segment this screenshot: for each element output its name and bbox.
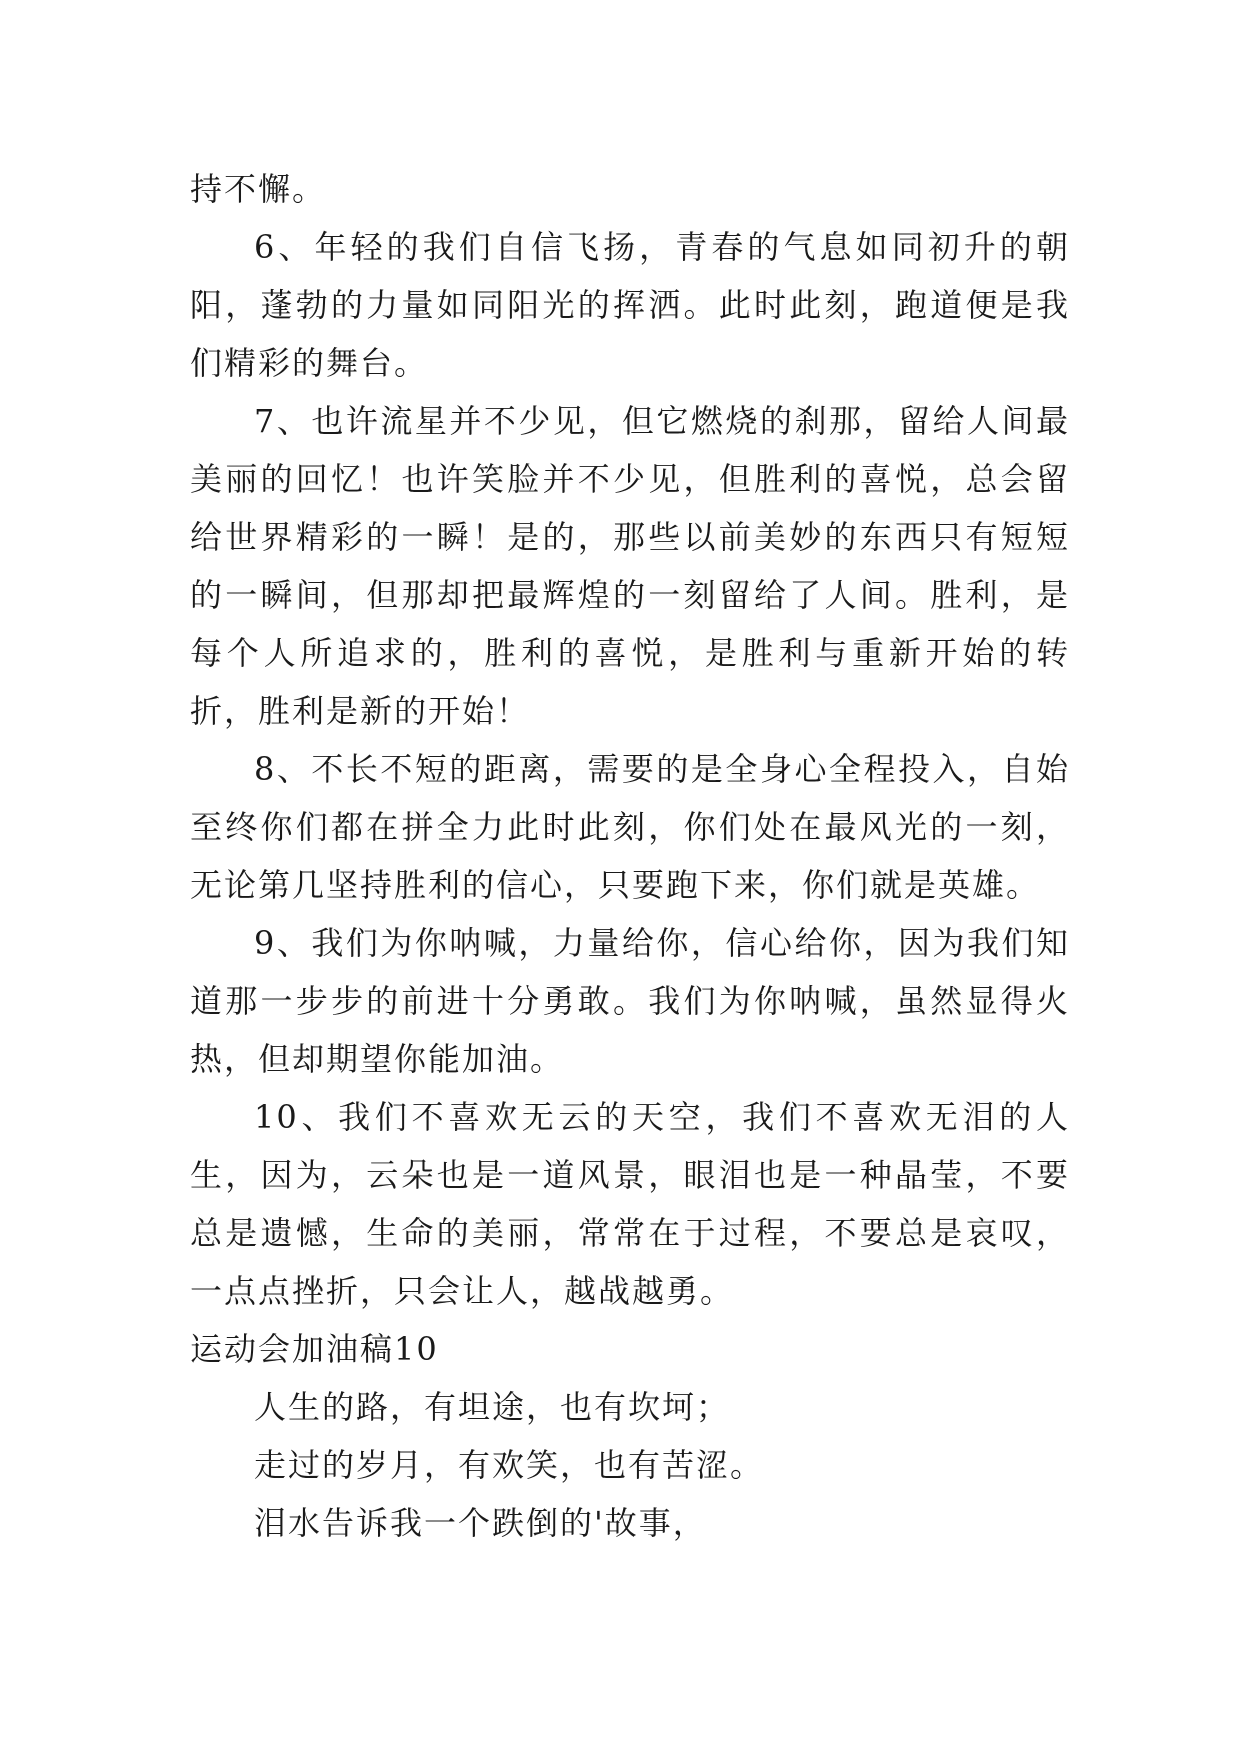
paragraph-item-7: 7、也许流星并不少见，但它燃烧的刹那，留给人间最美丽的回忆！也许笑脸并不少见，但胜利的喜悦，总会留给世界精彩的一瞬！是的，那些以前美妙的东西只有短短的一瞬间，但那却把最辉煌的一刻留给了人间。胜利，是每个人所追求的，胜利的喜悦，是胜利与重新开始的转折，胜利是新的开始！ <box>190 402 1070 730</box>
verse-line-1: 人生的路，有坦途，也有坎坷； <box>254 1388 731 1426</box>
paragraph-item-9: 9、我们为你呐喊，力量给你，信心给你，因为我们知道那一步步的前进十分勇敢。我们为你呐喊，虽然显得火热，但却期望你能加油。 <box>190 924 1070 1078</box>
paragraph-item-8: 8、不长不短的距离，需要的是全身心全程投入，自始至终你们都在拼全力此时此刻，你们处在最风光的一刻，无论第几坚持胜利的信心，只要跑下来，你们就是英雄。 <box>190 750 1070 904</box>
section-heading: 运动会加油稿10 <box>190 1330 439 1368</box>
verse-line-3: 泪水告诉我一个跌倒的'故事， <box>254 1504 707 1542</box>
paragraph-continuation: 持不懈。 <box>190 170 327 208</box>
document-body <box>190 160 1070 1552</box>
paragraph-item-6: 6、年轻的我们自信飞扬，青春的气息如同初升的朝阳，蓬勃的力量如同阳光的挥洒。此时此刻，跑道便是我们精彩的舞台。 <box>190 228 1070 382</box>
verse-line-2: 走过的岁月，有欢笑，也有苦涩。 <box>254 1446 765 1484</box>
paragraph-item-10: 10、我们不喜欢无云的天空，我们不喜欢无泪的人生，因为，云朵也是一道风景，眼泪也是一种晶莹，不要总是遗憾，生命的美丽，常常在于过程，不要总是哀叹，一点点挫折，只会让人，越战越勇。 <box>190 1098 1070 1310</box>
